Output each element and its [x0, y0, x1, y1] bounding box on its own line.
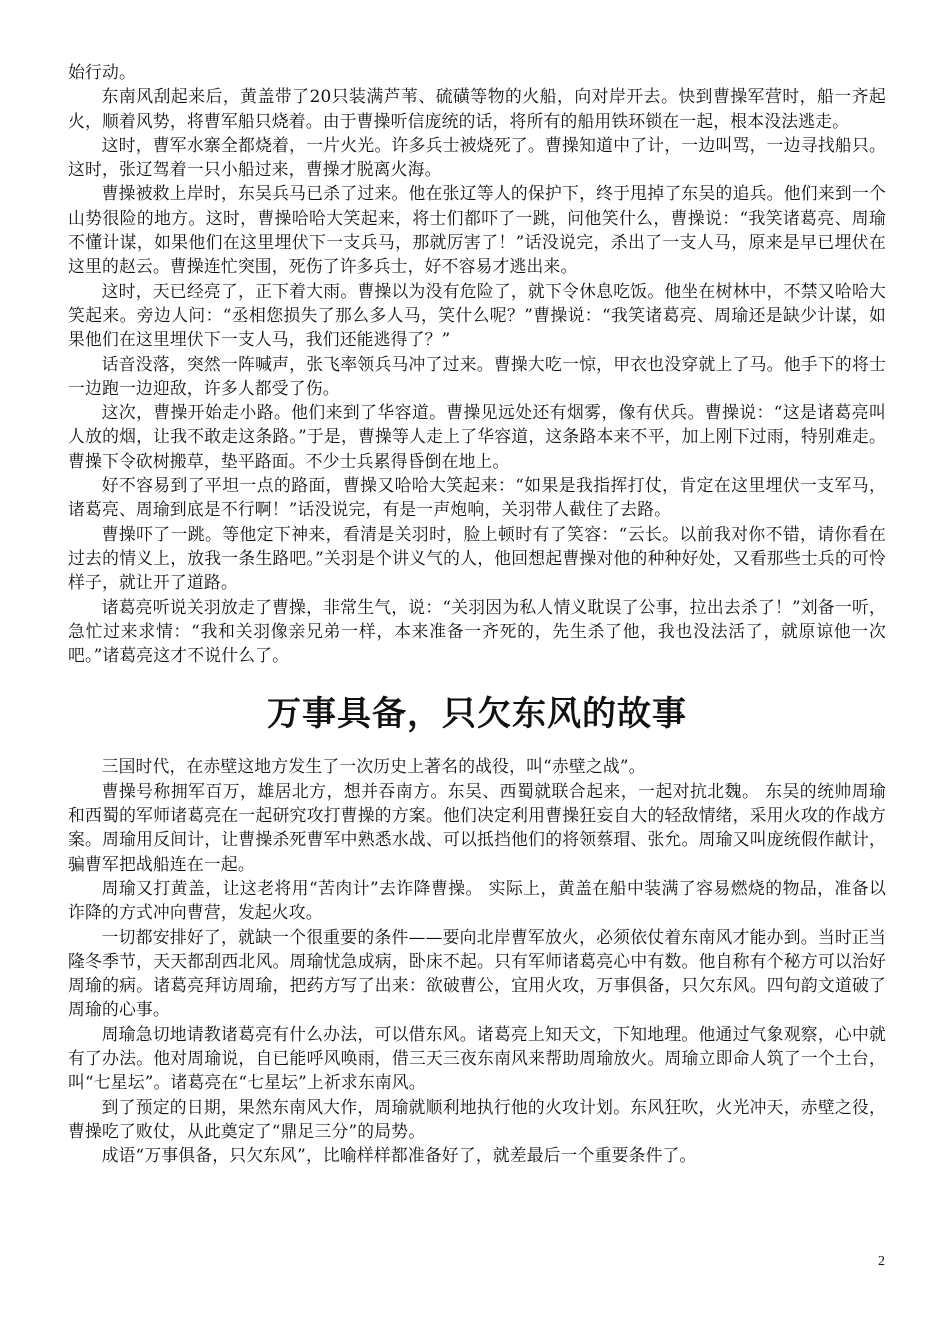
- paragraph: 这时，天已经亮了，正下着大雨。曹操以为没有危险了，就下令休息吃饭。他坐在树林中，不禁又哈哈大笑起来。旁边人问：“丞相您损失了那么多人马，笑什么呢？”曹操说：“我笑诸葛亮、周瑜还是缺少计谋，如果他们在这里埋伏下一支人马，我们还能逃得了？”: [68, 280, 886, 350]
- paragraph: 话音没落，突然一阵喊声，张飞率领兵马冲了过来。曹操大吃一惊，甲衣也没穿就上了马。他手下的将士一边跑一边迎敌，许多人都受了伤。: [68, 353, 886, 398]
- paragraph: 这时，曹军水寨全都烧着，一片火光。许多兵士被烧死了。曹操知道中了计，一边叫骂，一边寻找船只。这时，张辽驾着一只小船过来，曹操才脱离火海。: [68, 134, 886, 180]
- paragraph: 始行动。: [68, 62, 136, 82]
- paragraph: 这次，曹操开始走小路。他们来到了华容道。曹操见远处还有烟雾，像有伏兵。曹操说：“这是诸葛亮叫人放的烟，让我不敢走这条路。”于是，曹操等人走上了华容道，这条路本来不平，加上刚下过雨，特别难走。曹操下令砍树搬草，垫平路面。不少士兵累得昏倒在地上。: [68, 402, 886, 471]
- page-number: 2: [878, 1254, 885, 1269]
- story-section-red-cliff-aftermath: [68, 60, 886, 667]
- paragraph: 曹操吓了一跳。等他定下神来，看清是关羽时，脸上顿时有了笑容：“云长。以前我对你不错，请你看在过去的情义上，放我一条生路吧。”关羽是个讲义气的人，他回想起曹操对他的种种好处，又看那些士兵的可怜样子，就让开了道路。: [68, 523, 886, 593]
- paragraph: 曹操被救上岸时，东吴兵马已杀了过来。他在张辽等人的保护下，终于甩掉了东吴的追兵。他们来到一个山势很险的地方。这时，曹操哈哈大笑起来，将士们都吓了一跳，问他笑什么，曹操说：“我笑诸葛亮、周瑜不懂计谋，如果他们在这里埋伏下一支兵马，那就厉害了！”话没说完，杀出了一支人马，原来是早已埋伏在这里的赵云。曹操连忙突围，死伤了许多兵士，好不容易才逃出来。: [68, 183, 886, 277]
- paragraph: 一切都安排好了，就缺一个很重要的条件——要向北岸曹军放火，必须依仗着东南风才能办到。当时正当隆冬季节，天天都刮西北风。周瑜忧急成病，卧床不起。只有军师诸葛亮心中有数。他自称有个秘方可以治好周瑜的病。诸葛亮拜访周瑜，把药方写了出来：欲破曹公，宜用火攻，万事俱备，只欠东风。四句韵文道破了周瑜的心事。: [68, 926, 886, 1020]
- story-section-east-wind: [68, 754, 886, 1167]
- paragraph: 曹操号称拥军百万，雄居北方，想并吞南方。东吴、西蜀就联合起来，一起对抗北魏。 东吴的统帅周瑜和西蜀的军师诸葛亮在一起研究攻打曹操的方案。他们决定利用曹操狂妄自大的轻敌情绪，采用火攻的作战方案。周瑜用反间计，让曹操杀死曹军中熟悉水战、可以抵挡他们的将领蔡瑁、张允。周瑜又叫庞统假作献计，骗曹军把战船连在一起。: [68, 780, 886, 874]
- paragraph: 诸葛亮听说关羽放走了曹操，非常生气，说：“关羽因为私人情义耽误了公事，拉出去杀了！”刘备一听，急忙过来求情：“我和关羽像亲兄弟一样，本来准备一齐死的，先生杀了他，我也没法活了，就原谅他一次吧。”诸葛亮这才不说什么了。: [68, 596, 886, 666]
- paragraph: 到了预定的日期，果然东南风大作，周瑜就顺利地执行他的火攻计划。东风狂吹，火光冲天，赤壁之役，曹操吃了败仗，从此奠定了“鼎足三分”的局势。: [68, 1096, 886, 1141]
- paragraph: 东南风刮起来后，黄盖带了20只装满芦苇、硫磺等物的火船，向对岸开去。快到曹操军营时，船一齐起火，顺着风势，将曹军船只烧着。由于曹操听信庞统的话，将所有的船用铁环锁在一起，根本没法逃走。: [68, 86, 886, 131]
- story-title: 万事具备，只欠东风的故事: [267, 694, 687, 735]
- paragraph: 周瑜又打黄盖，让这老将用“苦肉计”去诈降曹操。 实际上，黄盖在船中装满了容易燃烧的物品，准备以诈降的方式冲向曹营，发起火攻。: [68, 877, 886, 923]
- paragraph: 成语“万事俱备，只欠东风”，比喻样样都准备好了，就差最后一个重要条件了。: [101, 1145, 697, 1166]
- paragraph: 好不容易到了平坦一点的路面，曹操又哈哈大笑起来：“如果是我指挥打仗，肯定在这里埋伏一支军马，诸葛亮、周瑜到底是不行啊！”话没说完，有是一声炮响，关羽带人截住了去路。: [68, 475, 886, 520]
- paragraph: 三国时代，在赤壁这地方发生了一次历史上著名的战役，叫“赤壁之战”。: [101, 756, 646, 777]
- paragraph: 周瑜急切地请教诸葛亮有什么办法，可以借东风。诸葛亮上知天文，下知地理。他通过气象观察，心中就有了办法。他对周瑜说，自已能呼风唤雨，借三天三夜东南风来帮助周瑜放火。周瑜立即命人筑了一个土台，叫“七星坛”。诸葛亮在“七星坛”上祈求东南风。: [68, 1023, 886, 1093]
